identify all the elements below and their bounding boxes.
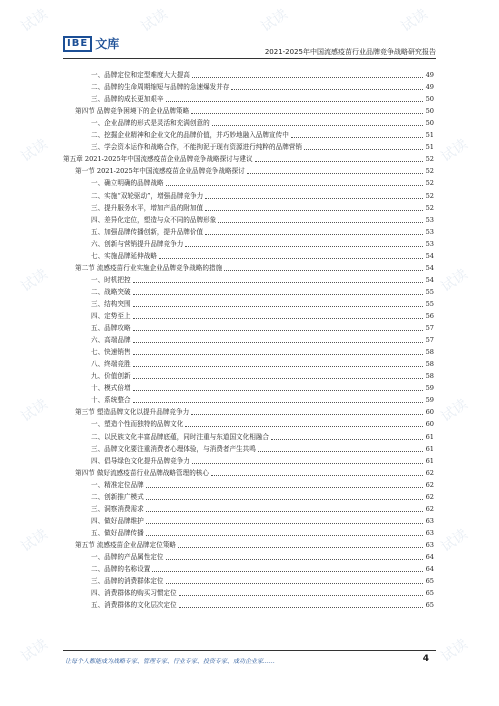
toc-entry[interactable] bbox=[91, 142, 434, 152]
toc-leader-dots bbox=[146, 511, 423, 512]
toc-entry-title: 六、高端品牌 bbox=[91, 336, 131, 345]
toc-entry[interactable] bbox=[75, 106, 434, 116]
logo bbox=[63, 35, 119, 52]
toc-entry-page: 58 bbox=[425, 348, 434, 357]
toc-leader-dots bbox=[146, 487, 423, 488]
page-header bbox=[0, 0, 499, 64]
toc-leader-dots bbox=[192, 463, 423, 464]
toc-leader-dots bbox=[185, 246, 423, 247]
toc-entry[interactable] bbox=[91, 311, 434, 321]
toc-entry[interactable] bbox=[91, 130, 434, 140]
toc-entry-page: 62 bbox=[425, 468, 434, 477]
toc-entry-title: 四、倡导绿色文化提升品牌竞争力 bbox=[91, 456, 190, 465]
toc-entry[interactable] bbox=[91, 504, 434, 514]
watermark-text: 试读 bbox=[398, 6, 431, 36]
toc-entry-title: 七、实施品牌延伸战略 bbox=[91, 251, 157, 260]
toc-entry[interactable] bbox=[91, 287, 434, 297]
toc-entry[interactable] bbox=[91, 251, 434, 261]
toc-entry-title: 一、品牌定位和定型难度大大提高 bbox=[91, 71, 190, 79]
toc-entry-page: 52 bbox=[425, 191, 434, 200]
toc-leader-dots bbox=[258, 451, 423, 452]
toc-entry-title: 四、做好品牌维护 bbox=[91, 516, 144, 525]
toc-leader-dots bbox=[178, 547, 423, 548]
toc-entry-page: 60 bbox=[425, 408, 434, 417]
toc-leader-dots bbox=[205, 210, 423, 211]
toc-entry-title: 四、差异化定位，塑造与众不同的品牌形象 bbox=[91, 215, 217, 224]
toc-leader-dots bbox=[133, 342, 423, 343]
toc-entry-title: 二、战略突破 bbox=[91, 287, 131, 296]
toc-entry-title: 四、定势至上 bbox=[91, 312, 131, 320]
toc-entry-page: 65 bbox=[425, 589, 434, 598]
toc-entry[interactable] bbox=[91, 82, 434, 92]
toc-entry-title: 三、品牌文化要注重消费者心理体验，与消费者产生共鸣 bbox=[91, 444, 256, 453]
toc-entry-title: 二、品牌的生命周期缩短与品牌的急速爆发并存 bbox=[91, 83, 230, 92]
watermark-text: 试读 bbox=[138, 6, 171, 36]
toc-entry-page: 55 bbox=[425, 287, 434, 296]
toc-entry-page: 65 bbox=[425, 577, 434, 586]
toc-entry[interactable] bbox=[91, 419, 434, 429]
toc-entry-title: 三、提升服务水平，增加产品的附加值 bbox=[91, 203, 204, 212]
toc-entry[interactable] bbox=[91, 456, 434, 466]
toc-entry-title: 二、创新推广模式 bbox=[91, 492, 144, 501]
toc-entry-title: 五、消费群体的文化层次定位 bbox=[91, 601, 177, 610]
toc-entry-page: 49 bbox=[425, 83, 434, 92]
toc-leader-dots bbox=[179, 607, 423, 608]
toc-entry-page: 54 bbox=[425, 275, 434, 284]
document-title: 2021-2025年中国流感疫苗行业品牌竞争战略研究报告 bbox=[264, 48, 436, 56]
toc-entry[interactable] bbox=[75, 263, 434, 273]
toc-entry-page: 61 bbox=[425, 432, 434, 441]
watermark-text: 试读 bbox=[18, 396, 51, 426]
toc-leader-dots bbox=[133, 366, 423, 367]
toc-entry-page: 62 bbox=[425, 480, 434, 489]
toc-entry-title: 六、创新与营销提升品牌竞争力 bbox=[91, 239, 184, 248]
toc-entry[interactable] bbox=[91, 576, 434, 586]
toc-entry-title: 二、挖掘企业精神和企业文化的品牌价值，并巧妙地融入品牌宣传中 bbox=[91, 131, 289, 140]
toc-leader-dots bbox=[271, 439, 423, 440]
toc-entry-page: 56 bbox=[425, 312, 434, 320]
toc-entry[interactable] bbox=[91, 203, 434, 213]
toc-leader-dots bbox=[224, 270, 423, 271]
toc-leader-dots bbox=[205, 198, 423, 199]
toc-leader-dots bbox=[191, 113, 423, 114]
toc-leader-dots bbox=[133, 402, 423, 403]
toc-leader-dots bbox=[185, 426, 423, 427]
toc-entry[interactable] bbox=[91, 191, 434, 201]
toc-entry-title: 第一节 2021-2025年中国流感疫苗企业品牌竞争战略探讨 bbox=[75, 167, 245, 176]
toc-entry-title: 十、模式倍增 bbox=[91, 384, 131, 393]
toc-entry-title: 二、以民族文化丰富品牌底蕴，同时注重与东道国文化相融合 bbox=[91, 432, 270, 441]
toc-leader-dots bbox=[133, 294, 423, 295]
header-divider bbox=[63, 58, 436, 59]
toc-entry-title: 一、塑造个性而独特的品牌文化 bbox=[91, 420, 184, 429]
toc-entry[interactable] bbox=[75, 407, 434, 417]
toc-entry-title: 第五章 2021-2025年中国流感疫苗企业品牌竞争战略探讨与建议 bbox=[63, 155, 253, 164]
toc-leader-dots bbox=[133, 354, 423, 355]
toc-entry[interactable] bbox=[91, 299, 434, 309]
toc-entry-page: 63 bbox=[425, 540, 434, 549]
toc-entry[interactable] bbox=[91, 564, 434, 574]
toc-leader-dots bbox=[212, 125, 423, 126]
toc-entry-page: 54 bbox=[425, 263, 434, 272]
toc-entry[interactable] bbox=[91, 432, 434, 442]
toc-entry-page: 52 bbox=[425, 179, 434, 188]
toc-entry-title: 四、消费群体的购买习惯定位 bbox=[91, 589, 177, 598]
toc-entry-page: 54 bbox=[425, 251, 434, 260]
toc-entry[interactable] bbox=[91, 600, 434, 610]
watermark-text: 试读 bbox=[18, 526, 51, 556]
toc-entry[interactable] bbox=[75, 166, 434, 176]
toc-entry-page: 64 bbox=[425, 565, 434, 574]
toc-leader-dots bbox=[133, 330, 423, 331]
toc-leader-dots bbox=[211, 475, 423, 476]
toc-entry-title: 第五节 流感疫苗企业品牌定位策略 bbox=[75, 540, 177, 549]
watermark-text: 试读 bbox=[18, 136, 51, 166]
toc-leader-dots bbox=[291, 137, 423, 138]
toc-entry-title: 五、做好品牌传播 bbox=[91, 528, 144, 537]
logo-text: 文库 bbox=[95, 37, 120, 51]
toc-leader-dots bbox=[191, 414, 423, 415]
toc-entry-page: 57 bbox=[425, 324, 434, 333]
toc-entry-page: 52 bbox=[425, 155, 434, 164]
toc-leader-dots bbox=[166, 583, 423, 584]
toc-leader-dots bbox=[146, 499, 423, 500]
toc-leader-dots bbox=[133, 390, 423, 391]
toc-entry-title: 一、时机把控 bbox=[91, 275, 131, 284]
toc-entry[interactable] bbox=[63, 154, 434, 164]
toc-entry[interactable] bbox=[91, 516, 434, 526]
toc-entry-page: 50 bbox=[425, 107, 434, 116]
toc-entry[interactable] bbox=[91, 275, 434, 285]
toc-entry-page: 61 bbox=[425, 444, 434, 453]
toc-entry-page: 53 bbox=[425, 215, 434, 224]
toc-entry[interactable] bbox=[91, 480, 434, 490]
footer-slogan: 让每个人都能成为战略专家、管理专家、行业专家、投资专家、成功企业家…… bbox=[65, 658, 276, 665]
toc-entry[interactable] bbox=[91, 395, 434, 405]
toc-entry-page: 63 bbox=[425, 516, 434, 525]
toc-entry-page: 53 bbox=[425, 227, 434, 236]
footer-divider bbox=[63, 650, 436, 651]
toc-entry-title: 九、价值创新 bbox=[91, 372, 131, 381]
toc-entry-title: 五、品牌攻略 bbox=[91, 324, 131, 333]
toc-entry-page: 51 bbox=[425, 143, 434, 152]
watermark-text: 试读 bbox=[258, 6, 291, 36]
toc-leader-dots bbox=[133, 318, 423, 319]
watermark-text: 试读 bbox=[438, 136, 471, 166]
toc-leader-dots bbox=[166, 185, 423, 186]
toc-entry-title: 十、系统整合 bbox=[91, 396, 131, 405]
watermark-text: 试读 bbox=[18, 636, 51, 666]
toc-entry[interactable] bbox=[91, 323, 434, 333]
toc-entry-page: 61 bbox=[425, 456, 434, 465]
toc-entry[interactable] bbox=[91, 239, 434, 249]
toc-entry[interactable] bbox=[91, 70, 434, 80]
toc-entry-title: 第二节 流感疫苗行业实施企业品牌竞争战略的措施 bbox=[75, 263, 223, 272]
watermark-text: 试读 bbox=[438, 396, 471, 426]
toc-entry-page: 52 bbox=[425, 203, 434, 212]
watermark-text: 试读 bbox=[438, 636, 471, 666]
toc-entry[interactable] bbox=[75, 468, 434, 478]
toc-entry[interactable] bbox=[91, 347, 434, 357]
toc-entry-title: 三、洞察消费需求 bbox=[91, 504, 144, 513]
toc-leader-dots bbox=[146, 523, 423, 524]
logo-mark: IBE bbox=[63, 36, 92, 52]
toc-entry-title: 第四节 做好流感疫苗行业品牌战略管理的核心 bbox=[75, 468, 209, 477]
toc-leader-dots bbox=[133, 306, 423, 307]
toc-entry-page: 59 bbox=[425, 396, 434, 405]
toc-entry[interactable] bbox=[91, 371, 434, 381]
toc-entry-title: 三、品牌的消费群体定位 bbox=[91, 577, 164, 586]
toc-entry-title: 三、学会资本运作和战略合作，不能拘泥于现有资源进行纯粹的品牌营销 bbox=[91, 143, 302, 152]
page-number: 4 bbox=[422, 654, 429, 664]
watermark-text: 试读 bbox=[18, 6, 51, 36]
toc-entry-page: 64 bbox=[425, 553, 434, 561]
toc-leader-dots bbox=[205, 234, 423, 235]
toc-leader-dots bbox=[152, 571, 423, 572]
toc-entry[interactable] bbox=[91, 444, 434, 454]
toc-leader-dots bbox=[166, 559, 423, 560]
toc-entry-page: 49 bbox=[425, 71, 434, 79]
toc-entry-page: 59 bbox=[425, 384, 434, 393]
watermark-text: 试读 bbox=[438, 526, 471, 556]
watermark-text: 试读 bbox=[438, 266, 471, 296]
toc-entry[interactable] bbox=[91, 492, 434, 502]
toc-entry-title: 第三节 塑造品牌文化以提升品牌竞争力 bbox=[75, 408, 190, 417]
toc-entry-page: 57 bbox=[425, 336, 434, 345]
toc-entry-page: 50 bbox=[425, 95, 434, 104]
toc-entry-title: 三、品牌的成长更加艰辛 bbox=[91, 95, 164, 104]
toc-entry-title: 八、终端竞胜 bbox=[91, 360, 131, 369]
toc-entry-page: 52 bbox=[425, 167, 434, 176]
toc-leader-dots bbox=[159, 258, 423, 259]
toc-entry-page: 58 bbox=[425, 372, 434, 381]
toc-leader-dots bbox=[192, 77, 423, 78]
toc-entry-title: 第四节 品牌竞争困境下的企业品牌策略 bbox=[75, 107, 190, 116]
toc-entry[interactable] bbox=[91, 94, 434, 104]
toc-entry-page: 50 bbox=[425, 119, 434, 128]
toc-entry-page: 63 bbox=[425, 528, 434, 537]
toc-entry-title: 一、确立明确的品牌战略 bbox=[91, 179, 164, 188]
toc-entry-page: 55 bbox=[425, 299, 434, 308]
toc-entry-page: 60 bbox=[425, 420, 434, 429]
toc-entry-page: 65 bbox=[425, 601, 434, 610]
toc-leader-dots bbox=[304, 149, 423, 150]
toc-entry[interactable] bbox=[91, 588, 434, 598]
toc-leader-dots bbox=[146, 535, 423, 536]
toc-leader-dots bbox=[247, 173, 423, 174]
toc-entry[interactable] bbox=[75, 540, 434, 550]
page-footer bbox=[0, 650, 499, 706]
toc-entry-page: 53 bbox=[425, 239, 434, 248]
toc-entry[interactable] bbox=[91, 178, 434, 188]
toc-entry-title: 三、结构突围 bbox=[91, 299, 131, 308]
toc-leader-dots bbox=[218, 222, 423, 223]
toc-entry[interactable] bbox=[91, 215, 434, 225]
toc-entry-title: 七、快速销售 bbox=[91, 348, 131, 357]
toc-leader-dots bbox=[231, 89, 423, 90]
toc-leader-dots bbox=[179, 595, 423, 596]
toc-entry-title: 五、加强品牌传播创新，提升品牌价值 bbox=[91, 227, 204, 236]
toc-entry[interactable] bbox=[91, 552, 434, 562]
toc-entry[interactable] bbox=[91, 528, 434, 538]
toc-entry-page: 62 bbox=[425, 504, 434, 513]
toc-entry-page: 58 bbox=[425, 360, 434, 369]
toc-entry[interactable] bbox=[91, 227, 434, 237]
toc-entry-title: 二、实施“双轮驱动”，增强品牌竞争力 bbox=[91, 191, 204, 200]
toc-entry[interactable] bbox=[91, 359, 434, 369]
toc-entry-page: 62 bbox=[425, 492, 434, 501]
toc-leader-dots bbox=[166, 101, 423, 102]
watermark-text: 试读 bbox=[18, 266, 51, 296]
toc-entry-page: 51 bbox=[425, 131, 434, 140]
toc-entry-title: 二、品牌的名称设置 bbox=[91, 565, 151, 574]
toc-leader-dots bbox=[255, 161, 423, 162]
toc-leader-dots bbox=[133, 378, 423, 379]
toc-entry-title: 一、品牌的产品属性定位 bbox=[91, 553, 164, 561]
toc-entry-title: 一、精准定位品牌 bbox=[91, 480, 144, 489]
toc-entry[interactable] bbox=[91, 335, 434, 345]
toc-entry[interactable] bbox=[91, 383, 434, 393]
toc-entry-title: 一、企业品牌的形式是灵活和充满创意的 bbox=[91, 119, 210, 128]
toc-leader-dots bbox=[133, 282, 423, 283]
toc-entry[interactable] bbox=[91, 118, 434, 128]
